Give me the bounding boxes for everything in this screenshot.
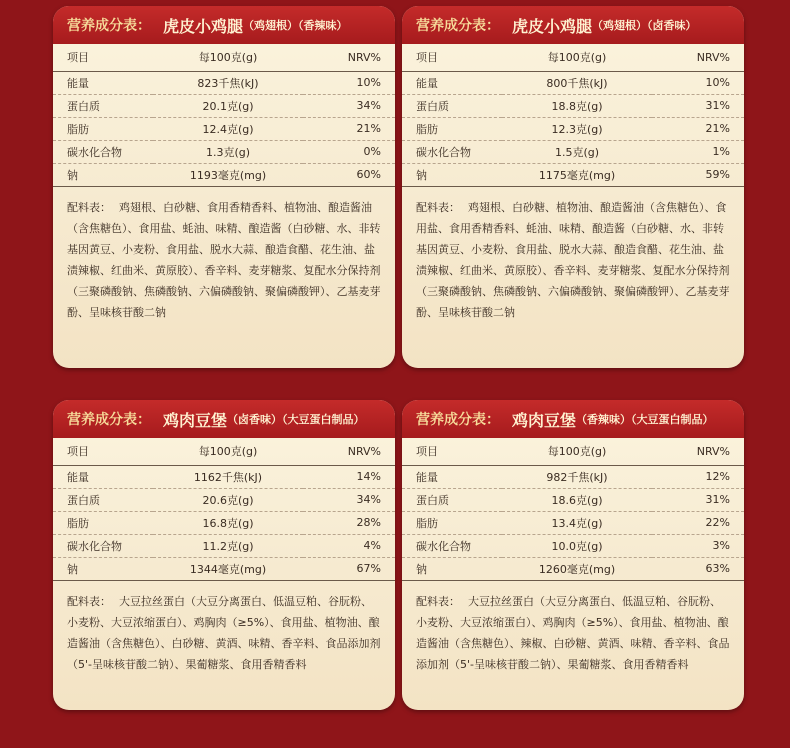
table-row bbox=[53, 71, 395, 94]
ingredients bbox=[53, 581, 395, 675]
nutrient-nrv: 0% bbox=[363, 145, 381, 158]
ingredients-label: 配料表： bbox=[67, 200, 111, 214]
nutrient-nrv: 10% bbox=[356, 76, 381, 89]
column-header-nrv: NRV% bbox=[696, 50, 730, 64]
nutrient-name: 蛋白质 bbox=[416, 99, 449, 113]
nutrient-nrv: 34% bbox=[356, 493, 381, 506]
column-header-item: 项目 bbox=[67, 445, 89, 459]
nutrient-value: 1193毫克(mg) bbox=[189, 168, 267, 182]
nutrient-value: 12.4克(g) bbox=[202, 122, 254, 136]
nutrient-name: 碳水化合物 bbox=[67, 539, 122, 553]
header-label: 营养成分表： bbox=[67, 18, 151, 34]
panel-header bbox=[402, 400, 744, 438]
nutrient-name: 脂肪 bbox=[416, 122, 438, 136]
table-row bbox=[53, 94, 395, 117]
nutrition-panel-chicken-soy-burger-spicy bbox=[402, 400, 744, 710]
nutrient-nrv: 67% bbox=[356, 562, 381, 575]
table-header-row bbox=[53, 44, 395, 71]
table-row bbox=[402, 511, 744, 534]
panel-header bbox=[53, 400, 395, 438]
nutrient-name: 脂肪 bbox=[416, 516, 438, 530]
ingredients-label: 配料表： bbox=[67, 594, 111, 608]
table-row bbox=[53, 534, 395, 557]
nutrient-value: 18.6克(g) bbox=[551, 493, 603, 507]
nutrient-nrv: 12% bbox=[705, 470, 730, 483]
header-label: 营养成分表： bbox=[67, 412, 151, 428]
nutrient-nrv: 10% bbox=[705, 76, 730, 89]
nutrient-value: 18.8克(g) bbox=[551, 99, 603, 113]
nutrient-value: 982千焦(kJ) bbox=[546, 470, 608, 484]
nutrient-name: 脂肪 bbox=[67, 516, 89, 530]
ingredients-text: 大豆拉丝蛋白（大豆分离蛋白、低温豆粕、谷朊粉、小麦粉、大豆浓缩蛋白）、鸡胸肉（≥5%）、食用盐、植物油、酿造酱油（含焦糖色）、辣椒、白砂糖、黄酒、味精、香辛料、食品添加剂（5'-呈味核苷酸二钠）、果葡糖浆、食用香精香料 bbox=[416, 594, 730, 671]
ingredients-text: 鸡翅根、白砂糖、食用香精香料、植物油、酿造酱油（含焦糖色）、食用盐、蚝油、味精、酿造酱（白砂糖、水、非转基因黄豆、小麦粉、食用盐、脱水大蒜、酿造食醋、花生油、盐渍辣椒、红曲米、黄原胶）、香辛料、麦芽糖浆、复配水分保持剂（三聚磷酸钠、焦磷酸钠、六偏磷酸钠、聚偏磷酸钾）、乙基麦芽酚、呈味核苷酸二钠 bbox=[67, 200, 381, 319]
nutrient-value: 1260毫克(mg) bbox=[538, 562, 616, 576]
table-header-row bbox=[402, 44, 744, 71]
nutrient-nrv: 59% bbox=[705, 168, 730, 181]
table-row bbox=[53, 557, 395, 580]
product-name: 鸡肉豆堡 bbox=[163, 410, 228, 430]
nutrient-value: 20.6克(g) bbox=[202, 493, 254, 507]
nutrient-value: 16.8克(g) bbox=[202, 516, 254, 530]
product-name: 鸡肉豆堡 bbox=[512, 410, 577, 430]
table-row bbox=[402, 557, 744, 580]
table-row bbox=[53, 140, 395, 163]
nutrient-name: 能量 bbox=[67, 76, 89, 90]
nutrient-nrv: 4% bbox=[363, 539, 381, 552]
table-row bbox=[53, 465, 395, 488]
nutrition-table bbox=[402, 438, 744, 581]
table-row bbox=[402, 71, 744, 94]
table-row bbox=[402, 117, 744, 140]
header-label: 营养成分表： bbox=[416, 18, 500, 34]
ingredients bbox=[402, 187, 744, 323]
nutrient-nrv: 3% bbox=[712, 539, 730, 552]
nutrient-name: 碳水化合物 bbox=[416, 539, 471, 553]
nutrient-nrv: 14% bbox=[356, 470, 381, 483]
table-row bbox=[402, 94, 744, 117]
table-row bbox=[402, 465, 744, 488]
table-row bbox=[53, 511, 395, 534]
nutrient-nrv: 22% bbox=[705, 516, 730, 529]
nutrition-panel-chicken-soy-burger-braised bbox=[53, 400, 395, 710]
table-row bbox=[402, 140, 744, 163]
ingredients-label: 配料表： bbox=[416, 594, 460, 608]
table-row bbox=[402, 488, 744, 511]
product-variant: （鸡翅根）（卤香味） bbox=[592, 19, 697, 32]
nutrient-value: 800千焦(kJ) bbox=[546, 76, 608, 90]
table-header-row bbox=[53, 438, 395, 465]
panel-header bbox=[53, 6, 395, 44]
column-header-item: 项目 bbox=[416, 445, 438, 459]
table-row bbox=[53, 117, 395, 140]
nutrient-name: 碳水化合物 bbox=[67, 145, 122, 159]
product-name: 虎皮小鸡腿 bbox=[163, 16, 244, 36]
nutrient-name: 碳水化合物 bbox=[416, 145, 471, 159]
ingredients-text: 鸡翅根、白砂糖、植物油、酿造酱油（含焦糖色）、食用盐、食用香精香料、蚝油、味精、酿造酱（白砂糖、水、非转基因黄豆、小麦粉、食用盐、脱水大蒜、酿造食醋、花生油、盐渍辣椒、红曲米、黄原胶）、香辛料、麦芽糖浆、复配水分保持剂（三聚磷酸钠、焦磷酸钠、六偏磷酸钠、聚偏磷酸钾）、乙基麦芽酚、呈味核苷酸二钠 bbox=[416, 200, 730, 319]
nutrient-nrv: 31% bbox=[705, 493, 730, 506]
nutrient-name: 钠 bbox=[67, 562, 78, 576]
nutrient-nrv: 60% bbox=[356, 168, 381, 181]
table-row bbox=[402, 163, 744, 186]
column-header-nrv: NRV% bbox=[696, 444, 730, 458]
nutrient-nrv: 63% bbox=[705, 562, 730, 575]
nutrition-panel-chicken-drumette-braised bbox=[402, 6, 744, 368]
nutrient-nrv: 21% bbox=[356, 122, 381, 135]
table-row bbox=[53, 488, 395, 511]
table-row bbox=[402, 534, 744, 557]
ingredients bbox=[402, 581, 744, 675]
product-variant: （鸡翅根）（香辣味） bbox=[243, 19, 348, 32]
column-header-per100g: 每100克(g) bbox=[198, 51, 258, 65]
nutrient-value: 11.2克(g) bbox=[202, 539, 254, 553]
nutrient-name: 蛋白质 bbox=[416, 493, 449, 507]
nutrient-value: 12.3克(g) bbox=[551, 122, 603, 136]
ingredients-label: 配料表： bbox=[416, 200, 460, 214]
nutrient-name: 能量 bbox=[416, 76, 438, 90]
column-header-per100g: 每100克(g) bbox=[198, 445, 258, 459]
column-header-per100g: 每100克(g) bbox=[547, 445, 607, 459]
panel-header bbox=[402, 6, 744, 44]
nutrient-name: 钠 bbox=[416, 168, 427, 182]
nutrient-nrv: 1% bbox=[712, 145, 730, 158]
nutrient-value: 1.5克(g) bbox=[554, 145, 600, 159]
nutrient-nrv: 21% bbox=[705, 122, 730, 135]
nutrient-name: 能量 bbox=[67, 470, 89, 484]
ingredients bbox=[53, 187, 395, 323]
nutrition-table bbox=[53, 438, 395, 581]
nutrient-nrv: 34% bbox=[356, 99, 381, 112]
nutrient-value: 1162千焦(kJ) bbox=[193, 470, 263, 484]
column-header-nrv: NRV% bbox=[347, 50, 381, 64]
nutrient-name: 蛋白质 bbox=[67, 493, 100, 507]
nutrient-nrv: 31% bbox=[705, 99, 730, 112]
nutrient-name: 钠 bbox=[416, 562, 427, 576]
nutrient-value: 823千焦(kJ) bbox=[197, 76, 259, 90]
nutrient-name: 蛋白质 bbox=[67, 99, 100, 113]
ingredients-text: 大豆拉丝蛋白（大豆分离蛋白、低温豆粕、谷朊粉、小麦粉、大豆浓缩蛋白）、鸡胸肉（≥5%）、食用盐、植物油、酿造酱油（含焦糖色）、白砂糖、黄酒、味精、香辛料、食品添加剂（5'-呈味核苷酸二钠）、果葡糖浆、食用香精香料 bbox=[67, 594, 381, 671]
nutrient-name: 能量 bbox=[416, 470, 438, 484]
table-header-row bbox=[402, 438, 744, 465]
product-name: 虎皮小鸡腿 bbox=[512, 16, 593, 36]
nutrition-table bbox=[53, 44, 395, 187]
nutrient-name: 钠 bbox=[67, 168, 78, 182]
nutrient-value: 20.1克(g) bbox=[202, 99, 254, 113]
nutrient-value: 1344毫克(mg) bbox=[189, 562, 267, 576]
product-variant: （香辣味）（大豆蛋白制品） bbox=[576, 413, 714, 426]
nutrient-value: 13.4克(g) bbox=[551, 516, 603, 530]
nutrient-value: 1.3克(g) bbox=[205, 145, 251, 159]
product-variant: （卤香味）（大豆蛋白制品） bbox=[227, 413, 365, 426]
column-header-nrv: NRV% bbox=[347, 444, 381, 458]
column-header-per100g: 每100克(g) bbox=[547, 51, 607, 65]
header-label: 营养成分表： bbox=[416, 412, 500, 428]
nutrient-value: 1175毫克(mg) bbox=[538, 168, 616, 182]
nutrient-name: 脂肪 bbox=[67, 122, 89, 136]
nutrient-nrv: 28% bbox=[356, 516, 381, 529]
column-header-item: 项目 bbox=[416, 51, 438, 65]
nutrition-table bbox=[402, 44, 744, 187]
nutrition-panel-chicken-drumette-spicy bbox=[53, 6, 395, 368]
table-row bbox=[53, 163, 395, 186]
column-header-item: 项目 bbox=[67, 51, 89, 65]
nutrient-value: 10.0克(g) bbox=[551, 539, 603, 553]
